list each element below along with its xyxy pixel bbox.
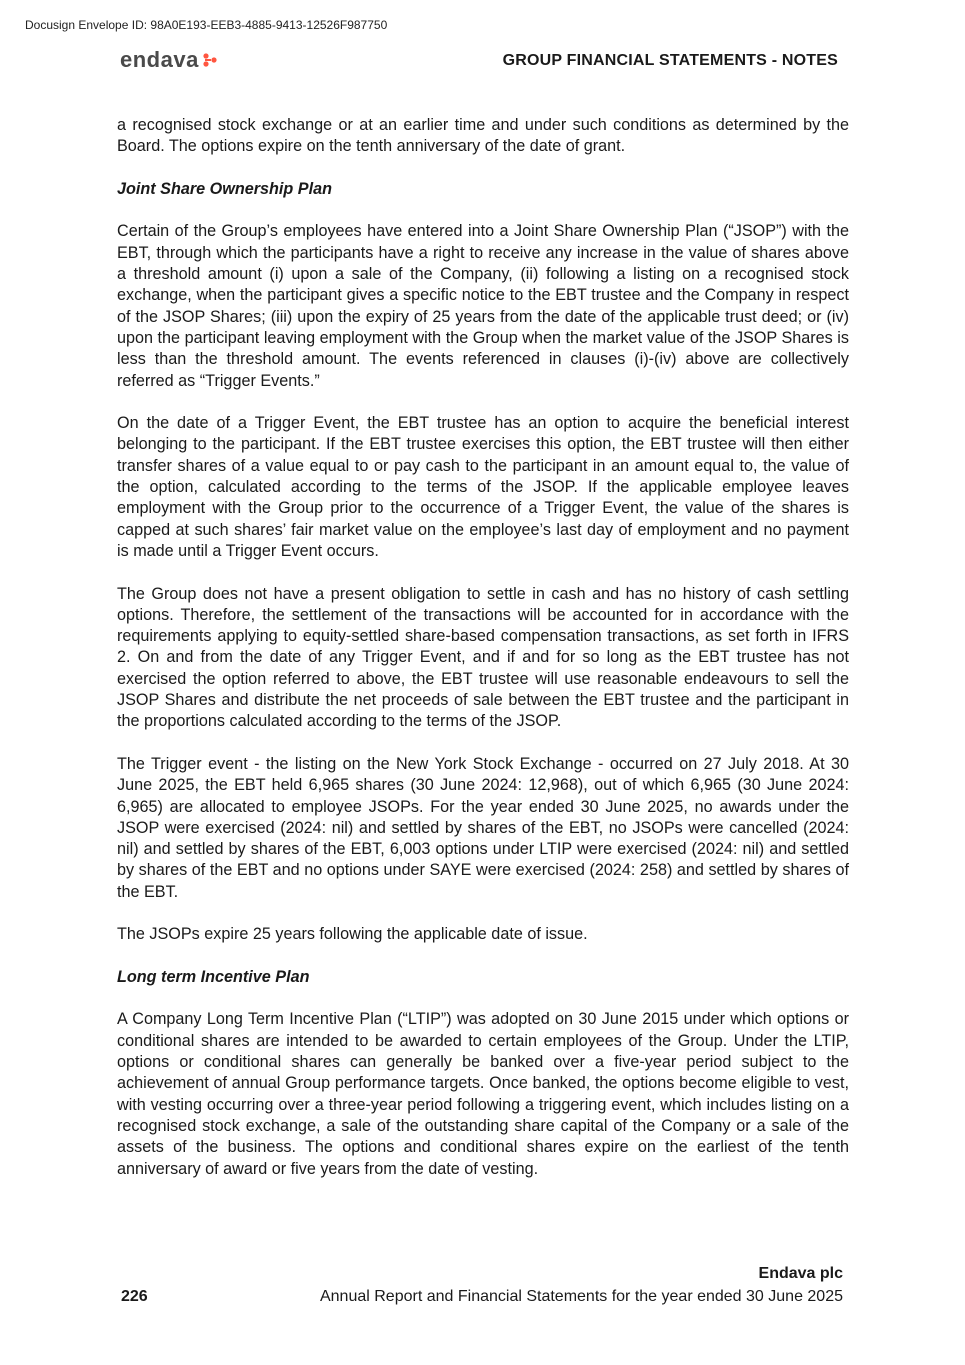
footer-company-name: Endava plc [758,1265,843,1282]
heading-jsop: Joint Share Ownership Plan [117,179,332,198]
footer-report-title: Annual Report and Financial Statements for the year ended 30 June 2025 [319,1288,843,1305]
paragraph-trigger-event: On the date of a Trigger Event, the EBT trustee has an option to acquire the beneficial interest belonging to the participant. If the EBT trustee exercises this option, the EBT trustee will then either transfer shares of a value equal to or pay cash to the participant in an amount equal to, the value of the option, calculated according to the terms of the JSOP. If the applicable employee leaves employment with the Group prior to the occurrence of a Trigger Event, the value of the shares is capped at such shares’ fair market value on the employee’s last day of employment and no payment is made until a Trigger Event occurs. [117,414,849,560]
endava-logo [120,46,218,74]
docusign-envelope-id: Docusign Envelope ID: 98A0E193-EEB3-4885-9413-12526F987750 [25,18,388,32]
heading-ltip: Long term Incentive Plan [117,967,310,986]
paragraph-jsop-intro: Certain of the Group’s employees have entered into a Joint Share Ownership Plan (“JSOP”) with the EBT, through which the participants have a right to receive any increase in the value of shares above a threshold amount (i) upon a sale of the Company, (ii) following a listing on a recognised stock exchange, when the participant gives a specific notice to the EBT trustee and the Company in respect of the JSOP Shares; (iii) upon the expiry of 25 years from the date of the applicable trust deed; or (iv) upon the participant leaving employment with the Group when the market value of the JSOP Shares is less than the threshold amount. The events referenced in clauses (i)-(iv) above are collectively referred as “Trigger Events.” [117,222,849,390]
logo-wordmark: endava [120,47,199,72]
page-number: 226 [121,1288,148,1305]
paragraph-ebt-holdings: The Trigger event - the listing on the New York Stock Exchange - occurred on 27 July 2018. At 30 June 2025, the EBT held 6,965 shares (30 June 2024: 12,968), out of which 6,965 (30 June 2024: 6,965) are allocated to employee JSOPs. For the year ended 30 June 2025, no awards under the JSOP were exercised (2024: nil) and settled by shares of the EBT, no JSOPs were cancelled (2024: nil) and settled by shares of the EBT, 6,003 options under LTIP were exercised (2024: nil) and settled by shares of the EBT and no options under SAYE were exercised (2024: 258) and settled by shares of the EBT. [117,754,849,901]
paragraph-options-expiry: a recognised stock exchange or at an earlier time and under such conditions as determined by the Board. The options expire on the tenth anniversary of the date of grant. [117,116,849,156]
notes-body [117,115,849,1201]
paragraph-jsop-expiry: The JSOPs expire 25 years following the applicable date of issue. [117,925,588,944]
logo-mark-icon [202,52,218,68]
paragraph-settlement: The Group does not have a present obligation to settle in cash and has no history of cash settling options. Therefore, the settlement of the transactions will be accounted for in accordance with the requirements applying to equity-settled share-based compensation transactions, as set forth in IFRS 2. On and from the date of any Trigger Event, and if and for so long as the EBT trustee has not exercised the option referred to above, the EBT trustee will use reasonable endeavours to sell the JSOP Shares and distribute the net proceeds of sale between the EBT trustee and the participant in the proportions calculated according to the terms of the JSOP. [117,584,849,731]
section-title: GROUP FINANCIAL STATEMENTS - NOTES [502,52,838,69]
paragraph-ltip: A Company Long Term Incentive Plan (“LTIP”) was adopted on 30 June 2015 under which options or conditional shares are intended to be awarded to certain employees of the Group. Under the LTIP, options or conditional shares can generally be banked over a five-year period subject to the achievement of annual Group performance targets. Once banked, the options become eligible to vest, with vesting occurring over a three-year period following a triggering event, which includes listing on a recognised stock exchange, a sale of the outstanding share capital of the Company or a sale of the assets of the business. The options and conditional shares expire on the earliest of the tenth anniversary of award or five years from the date of vesting. [117,1010,849,1178]
